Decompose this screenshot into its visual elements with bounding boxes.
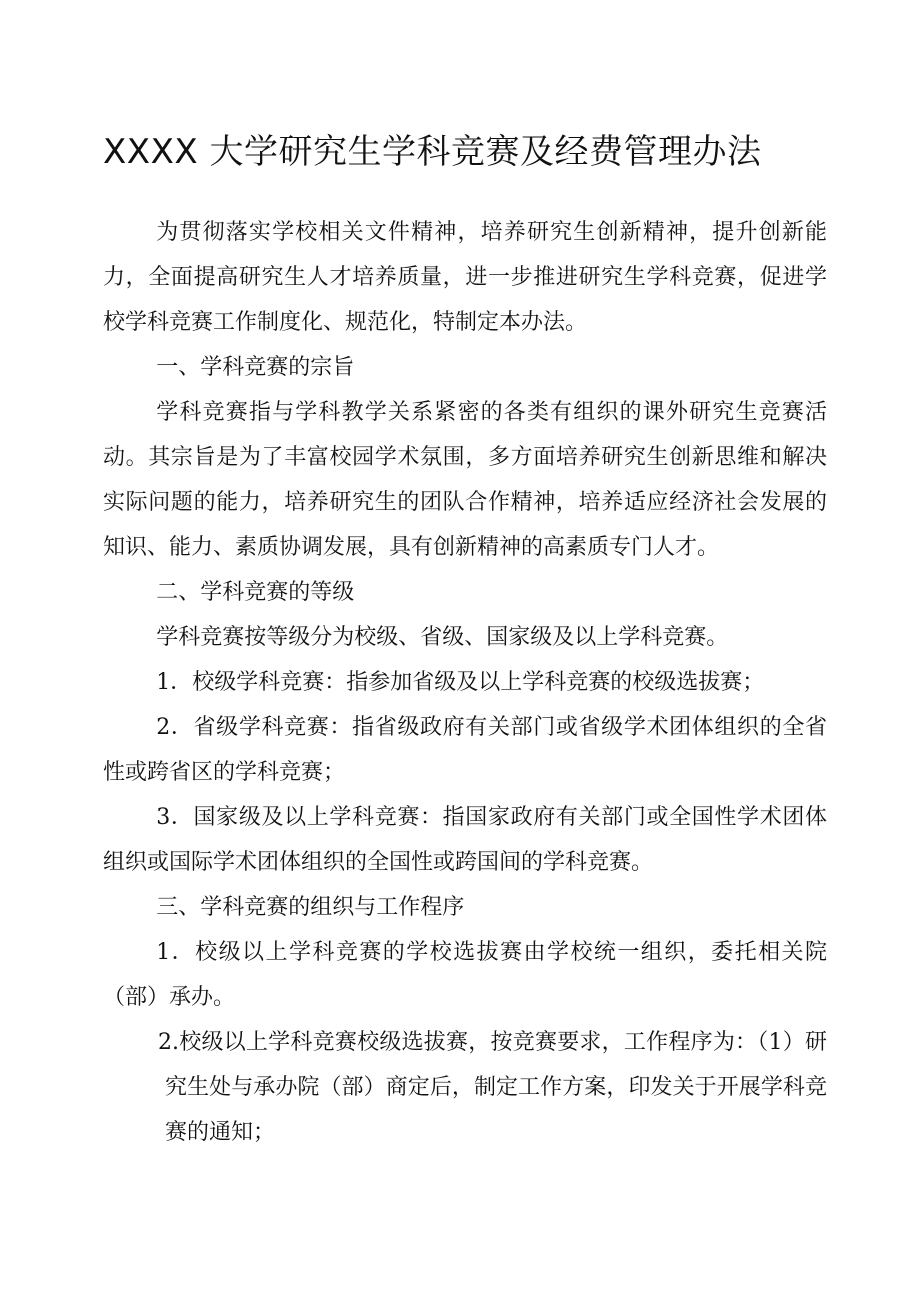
section-heading-purpose: 一、学科竞赛的宗旨 [156,355,355,380]
organization-item-2: 2.校级以上学科竞赛校级选拔赛，按竞赛要求，工作程序为：（1）研究生处与承办院（部）商定后，制定工作方案，印发关于开展学科竞赛的通知； [158,1030,827,1145]
level-item-national: 3．国家级及以上学科竞赛：指国家政府有关部门或全国性学术团体组织或国际学术团体组织的全国性或跨国间的学科竞赛。 [103,805,827,875]
intro-paragraph: 为贯彻落实学校相关文件精神，培养研究生创新精神，提升创新能力，全面提高研究生人才培养质量，进一步推进研究生学科竞赛，促进学校学科竞赛工作制度化、规范化，特制定本办法。 [103,220,827,335]
levels-paragraph: 学科竞赛按等级分为校级、省级、国家级及以上学科竞赛。 [156,625,729,650]
level-item-school: 1．校级学科竞赛：指参加省级及以上学科竞赛的校级选拔赛； [156,670,765,695]
level-item-provincial: 2．省级学科竞赛：指省级政府有关部门或省级学术团体组织的全省性或跨省区的学科竞赛； [103,715,827,785]
document-body [103,210,827,1155]
organization-item-1: 1．校级以上学科竞赛的学校选拔赛由学校统一组织，委托相关院（部）承办。 [103,940,827,1010]
document-title: XXXX 大学研究生学科竞赛及经费管理办法 [103,132,762,172]
section-heading-levels: 二、学科竞赛的等级 [156,580,355,605]
purpose-paragraph: 学科竞赛指与学科教学关系紧密的各类有组织的课外研究生竞赛活动。其宗旨是为了丰富校园学术氛围，多方面培养研究生创新思维和解决实际问题的能力，培养研究生的团队合作精神，培养适应经济社会发展的知识、能力、素质协调发展，具有创新精神的高素质专门人才。 [103,400,827,560]
section-heading-organization: 三、学科竞赛的组织与工作程序 [156,895,465,920]
